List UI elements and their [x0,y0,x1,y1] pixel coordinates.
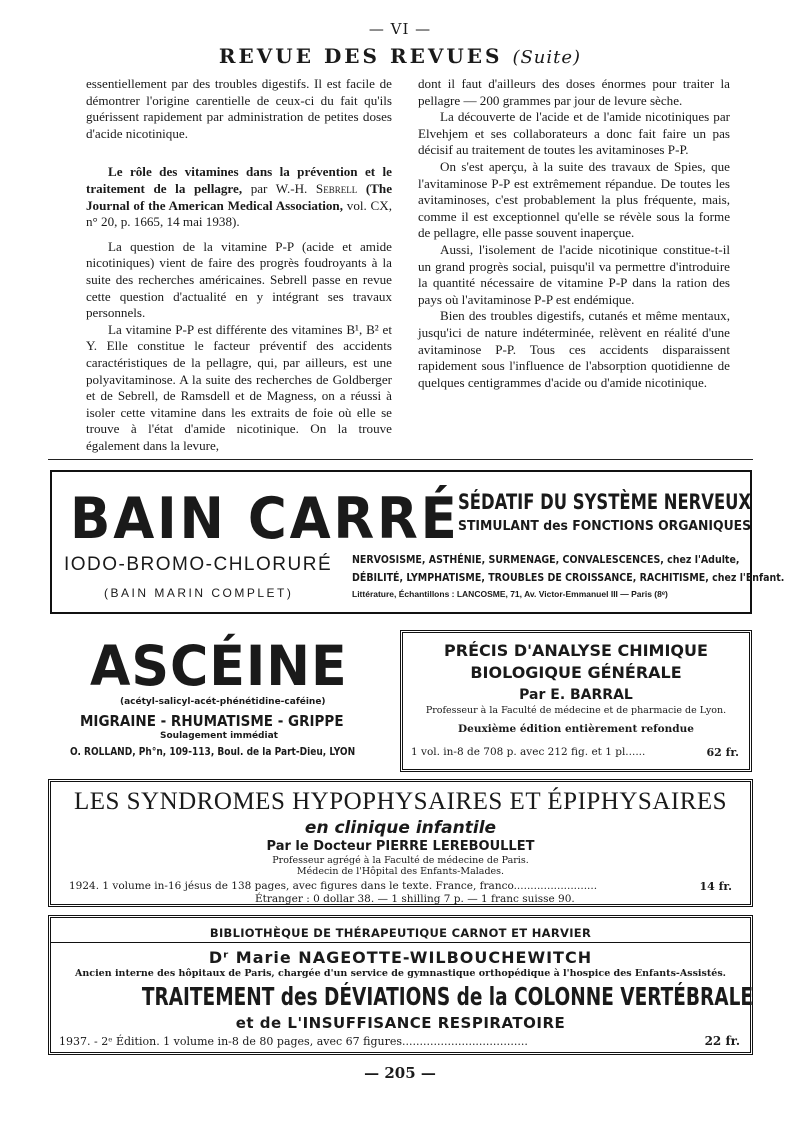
precis-price: 62 fr. [706,746,739,759]
article-reference: vol. CX, n° 20, p. 1665, 14 mai 1938). [86,197,392,230]
syndromes-title: LES SYNDROMES HYPOPHYSAIRES ET ÉPIPHYSAIRES [73,788,728,815]
asceine-formula: (acétyl-salicyl-acét-phénétidine-caféine) [120,697,326,707]
bain-indications-child: DÉBILITÉ, LYMPHATISME, TROUBLES DE CROISSANCE, RACHITISME, chez l'Enfant. [352,571,785,584]
precis-author-role: Professeur à la Faculté de médecine et de pharmacie de Lyon. [425,705,727,716]
nageotte-title-1: TRAITEMENT des DÉVIATIONS de la COLONNE VERTÉBRALE [141,982,753,1011]
syndromes-details: 1924. 1 volume in-16 jésus de 138 pages, avec figures dans le texte. France, franco......................... [69,880,598,892]
asceine-indications: MIGRAINE - RHUMATISME - GRIPPE [80,712,344,730]
nageotte-details: 1937. - 2ᵉ Édition. 1 volume in-8 de 80 pages, avec 67 figures.................................... [59,1035,528,1048]
syndromes-price: 14 fr. [699,880,732,893]
right-paragraph-3: Aussi, l'isolement de l'acide nicotinique constitue-t-il un grand progrès social, puisqu'il va permettre d'introduire la quantité nécessaire de vitamine P-P dans la ration des pays où l'avitaminose P-P est endémique. [418,241,730,307]
right-paragraph-1: La découverte de l'acide et de l'amide nicotiniques par Elvehjem et ses collaborateurs a donc fait faire un pas décisif au traitement de toutes les avitaminoses P-P. [418,109,730,158]
right-column [418,76,730,391]
nageotte-title-2: et de L'INSUFFISANCE RESPIRATOIRE [235,1014,566,1032]
precis-title-2: BIOLOGIQUE GÉNÉRALE [470,663,682,682]
precis-details: 1 vol. in-8 de 708 p. avec 212 fig. et 1 pl...... [411,746,646,758]
precis-author: Par E. BARRAL [519,687,633,703]
nageotte-price: 22 fr. [704,1034,740,1048]
left-column [86,76,392,454]
precis-title-1: PRÉCIS D'ANALYSE CHIMIQUE [444,641,708,660]
roman-page-number: — VI — [368,20,432,38]
bain-sedatif: SÉDATIF DU SYSTÈME NERVEUX [458,490,752,514]
asceine-relief: Soulagement immédiat [160,731,278,741]
article-author: Sebrell [315,180,358,196]
section-title [0,44,800,68]
article-journal: (The Journal of the American Medical Association, [86,180,392,213]
syndromes-author-role-1: Professeur agrégé à la Faculté de médecine de Paris. [272,855,529,866]
syndromes-foreign-prices: Étranger : 0 dollar 38. — 1 shilling 7 p. — 1 franc suisse 90. [255,893,575,905]
nageotte-author: Dʳ Marie NAGEOTTE-WILBOUCHEWITCH [208,948,593,967]
ad-precis [400,630,752,772]
section-title-text: REVUE DES REVUES [218,44,503,68]
asceine-title: ASCÉINE [90,634,348,698]
right-paragraph-4: Bien des troubles digestifs, cutanés et même mentaux, jusqu'ici de nature indéterminée, relèvent en réalité d'une avitaminose P-P. Tous ces accidents disparaissent rapidement sous l'influence de l'absorption quotidienne de quelques centigrammes d'acide ou d'amide nicotinique. [418,308,730,390]
ad-syndromes [48,779,753,907]
nageotte-library: BIBLIOTHÈQUE DE THÉRAPEUTIQUE CARNOT ET HARVIER [209,926,592,940]
syndromes-author: Par le Docteur PIERRE LEREBOULLET [266,839,535,854]
bain-stimulant: STIMULANT des FONCTIONS ORGANIQUES [458,518,752,534]
divider-rule [48,459,753,460]
left-paragraph-2: La vitamine P-P est différente des vitamines B¹, B² et Y. Elle constitue le facteur préventif des accidents caractéristiques de la pellagre, qui, par ailleurs, est une polyavitaminose. A la suite des recherches de Goldberger et de Sebrell, de Ramsdell et de Magness, on a réussi à isoler cette vitamine dans les extraits de foie où elle se trouve à l'état d'amide nicotinique. On la trouve également dans la levure, [86,321,392,453]
bain-iodo-bromo: IODO-BROMO-CHLORURÉ [64,554,333,575]
ad-asceine [50,628,390,768]
asceine-address: O. ROLLAND, Ph°n, 109-113, Boul. de la Part-Dieu, LYON [70,746,356,758]
page-number: — 205 — [364,1064,436,1082]
right-paragraph-2: On s'est aperçu, à la suite des travaux de Spies, que l'avitaminose P-P est extrêmement répandue. De toutes les avitaminoses, c'est probablement la plus fréquente, mais, comme il est exceptionnel qu'elle se révèle sous la forme de pellagre, elle passe souvent inaperçue. [418,158,730,241]
nageotte-author-role: Ancien interne des hôpitaux de Paris, chargée d'un service de gymnastique orthopédique à l'hospice des Enfants-Assistés. [75,968,726,979]
bain-marin-complet: (BAIN MARIN COMPLET) [104,586,294,600]
bain-title: BAIN CARRÉ [70,486,460,552]
bain-indications-adult: NERVOSISME, ASTHÉNIE, SURMENAGE, CONVALESCENCES, chez l'Adulte, [352,553,740,566]
section-title-suite: (Suite) [512,47,582,68]
ad-nageotte [48,915,753,1055]
bain-literature: Littérature, Échantillons : LANCOSME, 71, Av. Victor-Emmanuel III — Paris (8ᵉ) [352,589,668,599]
article-title: Le rôle des vitamines dans la prévention et le traitement de la pellagre, [86,164,392,196]
nageotte-divider [51,942,750,943]
syndromes-author-role-2: Médecin de l'Hôpital des Enfants-Malades. [296,866,505,877]
ad-bain-carre [50,470,785,614]
right-paragraph-0: dont il faut d'ailleurs des doses énormes pour traiter la pellagre — 200 grammes par jour de levure sèche. [418,76,730,108]
left-paragraph-1: La question de la vitamine P-P (acide et amide nicotiniques) vient de faire des progrès foudroyants à la suite des recherches américaines. Sebrell passe en revue cette question d'actualité en y intégrant ses travaux personnels. [86,238,392,321]
syndromes-subtitle: en clinique infantile [304,818,497,838]
article-heading [86,164,392,230]
left-intro-paragraph: essentiellement par des troubles digestifs. Il est facile de démontrer l'origine carentielle de ceux-ci du fait qu'ils guérissent rapidement par administration de petites doses d'acide nicotinique. [86,76,392,141]
article-author-prefix: par W.-H. [250,180,308,196]
precis-edition: Deuxième édition entièrement refondue [458,723,694,735]
